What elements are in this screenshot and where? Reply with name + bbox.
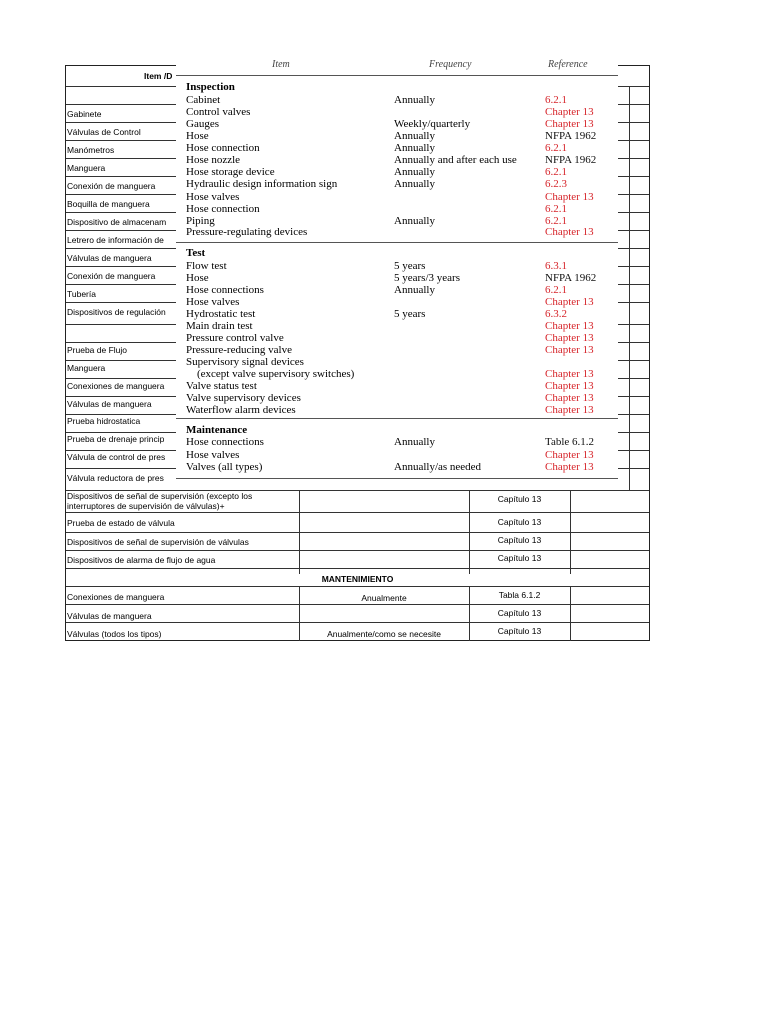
table-row-reference: 6.2.1	[545, 215, 567, 227]
spanish-item: Válvula de control de pres	[67, 452, 166, 462]
spanish-item: Prueba de drenaje princip	[67, 434, 165, 444]
header-reference: Reference	[548, 59, 588, 70]
table-row-reference: Chapter 13	[545, 296, 594, 308]
grid-line	[66, 586, 649, 587]
table-row-item: Hose connection	[186, 142, 260, 154]
table-row-frequency: Annually	[394, 142, 435, 154]
spanish-item: Válvulas de Control	[67, 127, 141, 137]
grid-line	[66, 622, 649, 623]
spanish-reference: Capítulo 13	[497, 626, 542, 636]
table-row-reference: Chapter 13	[545, 118, 594, 130]
table-row-item: Valves (all types)	[186, 461, 263, 473]
spanish-reference: Capítulo 13	[497, 553, 542, 563]
grid-line	[66, 490, 649, 491]
table-row-frequency: 5 years	[394, 260, 426, 272]
table-row-reference: Chapter 13	[545, 332, 594, 344]
spanish-reference: Capítulo 13	[497, 494, 542, 504]
table-row-frequency: 5 years	[394, 308, 426, 320]
table-row-reference: 6.2.1	[545, 94, 567, 106]
grid-line	[66, 550, 649, 551]
table-row-item: Hose connections	[186, 436, 264, 448]
table-row-frequency: Annually and after each use	[394, 154, 517, 166]
table-row-reference: NFPA 1962	[545, 154, 597, 166]
spanish-reference: Capítulo 13	[497, 517, 542, 527]
spanish-item: Válvula reductora de pres	[67, 473, 164, 483]
spanish-item: Dispositivos de alarma de flujo de agua	[67, 555, 216, 565]
table-row-frequency: 5 years/3 years	[394, 272, 460, 284]
table-rule	[176, 75, 618, 76]
spanish-item: Válvulas de manguera	[67, 253, 152, 263]
table-row-item: (except valve supervisory switches)	[197, 368, 355, 380]
table-row-frequency: Annually	[394, 436, 435, 448]
spanish-item: Manómetros	[67, 145, 115, 155]
table-row-reference: NFPA 1962	[545, 272, 597, 284]
table-row-item: Supervisory signal devices	[186, 356, 304, 368]
section-title-maintenance: Maintenance	[186, 424, 248, 436]
spanish-item: Manguera	[67, 363, 106, 373]
table-row-frequency: Annually	[394, 130, 435, 142]
table-row-frequency: Weekly/quarterly	[394, 118, 471, 130]
table-row-reference: 6.2.1	[545, 284, 567, 296]
grid-line	[570, 586, 571, 641]
table-rule	[176, 478, 618, 479]
english-reference-table	[176, 55, 618, 484]
table-row-item: Pressure control valve	[186, 332, 284, 344]
grid-line	[66, 604, 649, 605]
spanish-item: Letrero de información de	[67, 235, 164, 245]
table-row-item: Hose connections	[186, 284, 264, 296]
spanish-item: Dispositivos de señal de supervisión (excepto los interruptores de supervisión de válvulas)+	[67, 492, 253, 511]
table-row-item: Valve status test	[186, 380, 257, 392]
spanish-item: Prueba de estado de válvula	[67, 518, 175, 528]
table-row-reference: Chapter 13	[545, 449, 594, 461]
table-row-item: Hydraulic design information sign	[186, 178, 338, 190]
spanish-item: Conexiones de manguera	[67, 592, 165, 602]
spanish-item: Conexiones de manguera	[67, 381, 165, 391]
grid-line	[66, 512, 649, 513]
table-row-item: Pressure-reducing valve	[186, 344, 292, 356]
table-row-reference: 6.2.3	[545, 178, 567, 190]
table-row-frequency: Annually/as needed	[394, 461, 482, 473]
table-row-item: Hose valves	[186, 191, 240, 203]
table-row-reference: Table 6.1.2	[545, 436, 595, 448]
table-row-frequency: Annually	[394, 215, 435, 227]
spanish-header-label: Item /D	[144, 71, 173, 81]
table-row-frequency: Annually	[394, 284, 435, 296]
spanish-item: Dispositivo de almacenam	[67, 217, 167, 227]
table-row-reference: Chapter 13	[545, 380, 594, 392]
grid-line	[629, 86, 630, 490]
table-row-reference: Chapter 13	[545, 106, 594, 118]
table-row-item: Hose nozzle	[186, 154, 241, 166]
table-row-item: Hose valves	[186, 296, 240, 308]
section-title-test: Test	[186, 247, 206, 259]
spanish-item: Prueba de Flujo	[67, 345, 128, 355]
spanish-frequency: Anualmente	[361, 593, 407, 603]
table-row-reference: Chapter 13	[545, 344, 594, 356]
table-row-reference: Chapter 13	[545, 320, 594, 332]
table-row-item: Hose	[186, 272, 209, 284]
grid-line	[66, 568, 649, 569]
spanish-maintenance-heading: MANTENIMIENTO	[321, 574, 394, 584]
spanish-item: Manguera	[67, 163, 106, 173]
table-row-item: Pressure-regulating devices	[186, 226, 308, 238]
table-row-item: Hose storage device	[186, 166, 275, 178]
spanish-reference: Tabla 6.1.2	[498, 590, 541, 600]
spanish-item: Conexión de manguera	[67, 181, 156, 191]
header-item: Item	[272, 59, 290, 70]
table-rule	[176, 418, 618, 419]
table-row-item: Main drain test	[186, 320, 253, 332]
table-row-item: Piping	[186, 215, 215, 227]
grid-line	[570, 490, 571, 574]
table-row-frequency: Annually	[394, 94, 435, 106]
table-row-reference: Chapter 13	[545, 368, 594, 380]
table-row-reference: Chapter 13	[545, 404, 594, 416]
table-row-item: Waterflow alarm devices	[186, 404, 296, 416]
spanish-item: Conexión de manguera	[67, 271, 156, 281]
table-row-reference: Chapter 13	[545, 191, 594, 203]
table-row-item: Hydrostatic test	[186, 308, 256, 320]
table-row-reference: 6.3.2	[545, 308, 567, 320]
table-row-item: Valve supervisory devices	[186, 392, 301, 404]
table-row-item: Hose	[186, 130, 209, 142]
spanish-item: Válvulas (todos los tipos)	[67, 629, 162, 639]
spanish-frequency: Anualmente/como se necesite	[327, 629, 441, 639]
table-row-item: Flow test	[186, 260, 227, 272]
table-row-reference: Chapter 13	[545, 392, 594, 404]
table-row-reference: 6.2.1	[545, 203, 567, 215]
table-row-item: Control valves	[186, 106, 251, 118]
table-row-reference: 6.3.1	[545, 260, 567, 272]
table-row-item: Cabinet	[186, 94, 221, 106]
table-row-item: Hose valves	[186, 449, 240, 461]
table-row-frequency: Annually	[394, 178, 435, 190]
table-row-frequency: Annually	[394, 166, 435, 178]
spanish-item: Tubería	[67, 289, 96, 299]
spanish-reference: Capítulo 13	[497, 608, 542, 618]
spanish-item: Boquilla de manguera	[67, 199, 150, 209]
spanish-item: Dispositivos de regulación	[67, 307, 166, 317]
table-row-reference: NFPA 1962	[545, 130, 597, 142]
table-row-reference: Chapter 13	[545, 226, 594, 238]
table-rule	[176, 242, 618, 243]
table-row-item: Gauges	[186, 118, 219, 130]
table-row-reference: 6.2.1	[545, 142, 567, 154]
header-frequency: Frequency	[429, 59, 472, 70]
table-row-item: Hose connection	[186, 203, 260, 215]
table-row-reference: 6.2.1	[545, 166, 567, 178]
spanish-item: Dispositivos de señal de supervisión de válvulas	[67, 537, 249, 547]
spanish-reference: Capítulo 13	[497, 535, 542, 545]
spanish-item: Válvulas de manguera	[67, 399, 152, 409]
spanish-item: Prueba hidrostatica	[67, 416, 141, 426]
table-row-reference: Chapter 13	[545, 461, 594, 473]
grid-line	[66, 532, 649, 533]
spanish-item: Gabinete	[67, 109, 102, 119]
section-title-inspection: Inspection	[186, 81, 235, 93]
spanish-item: Válvulas de manguera	[67, 611, 152, 621]
